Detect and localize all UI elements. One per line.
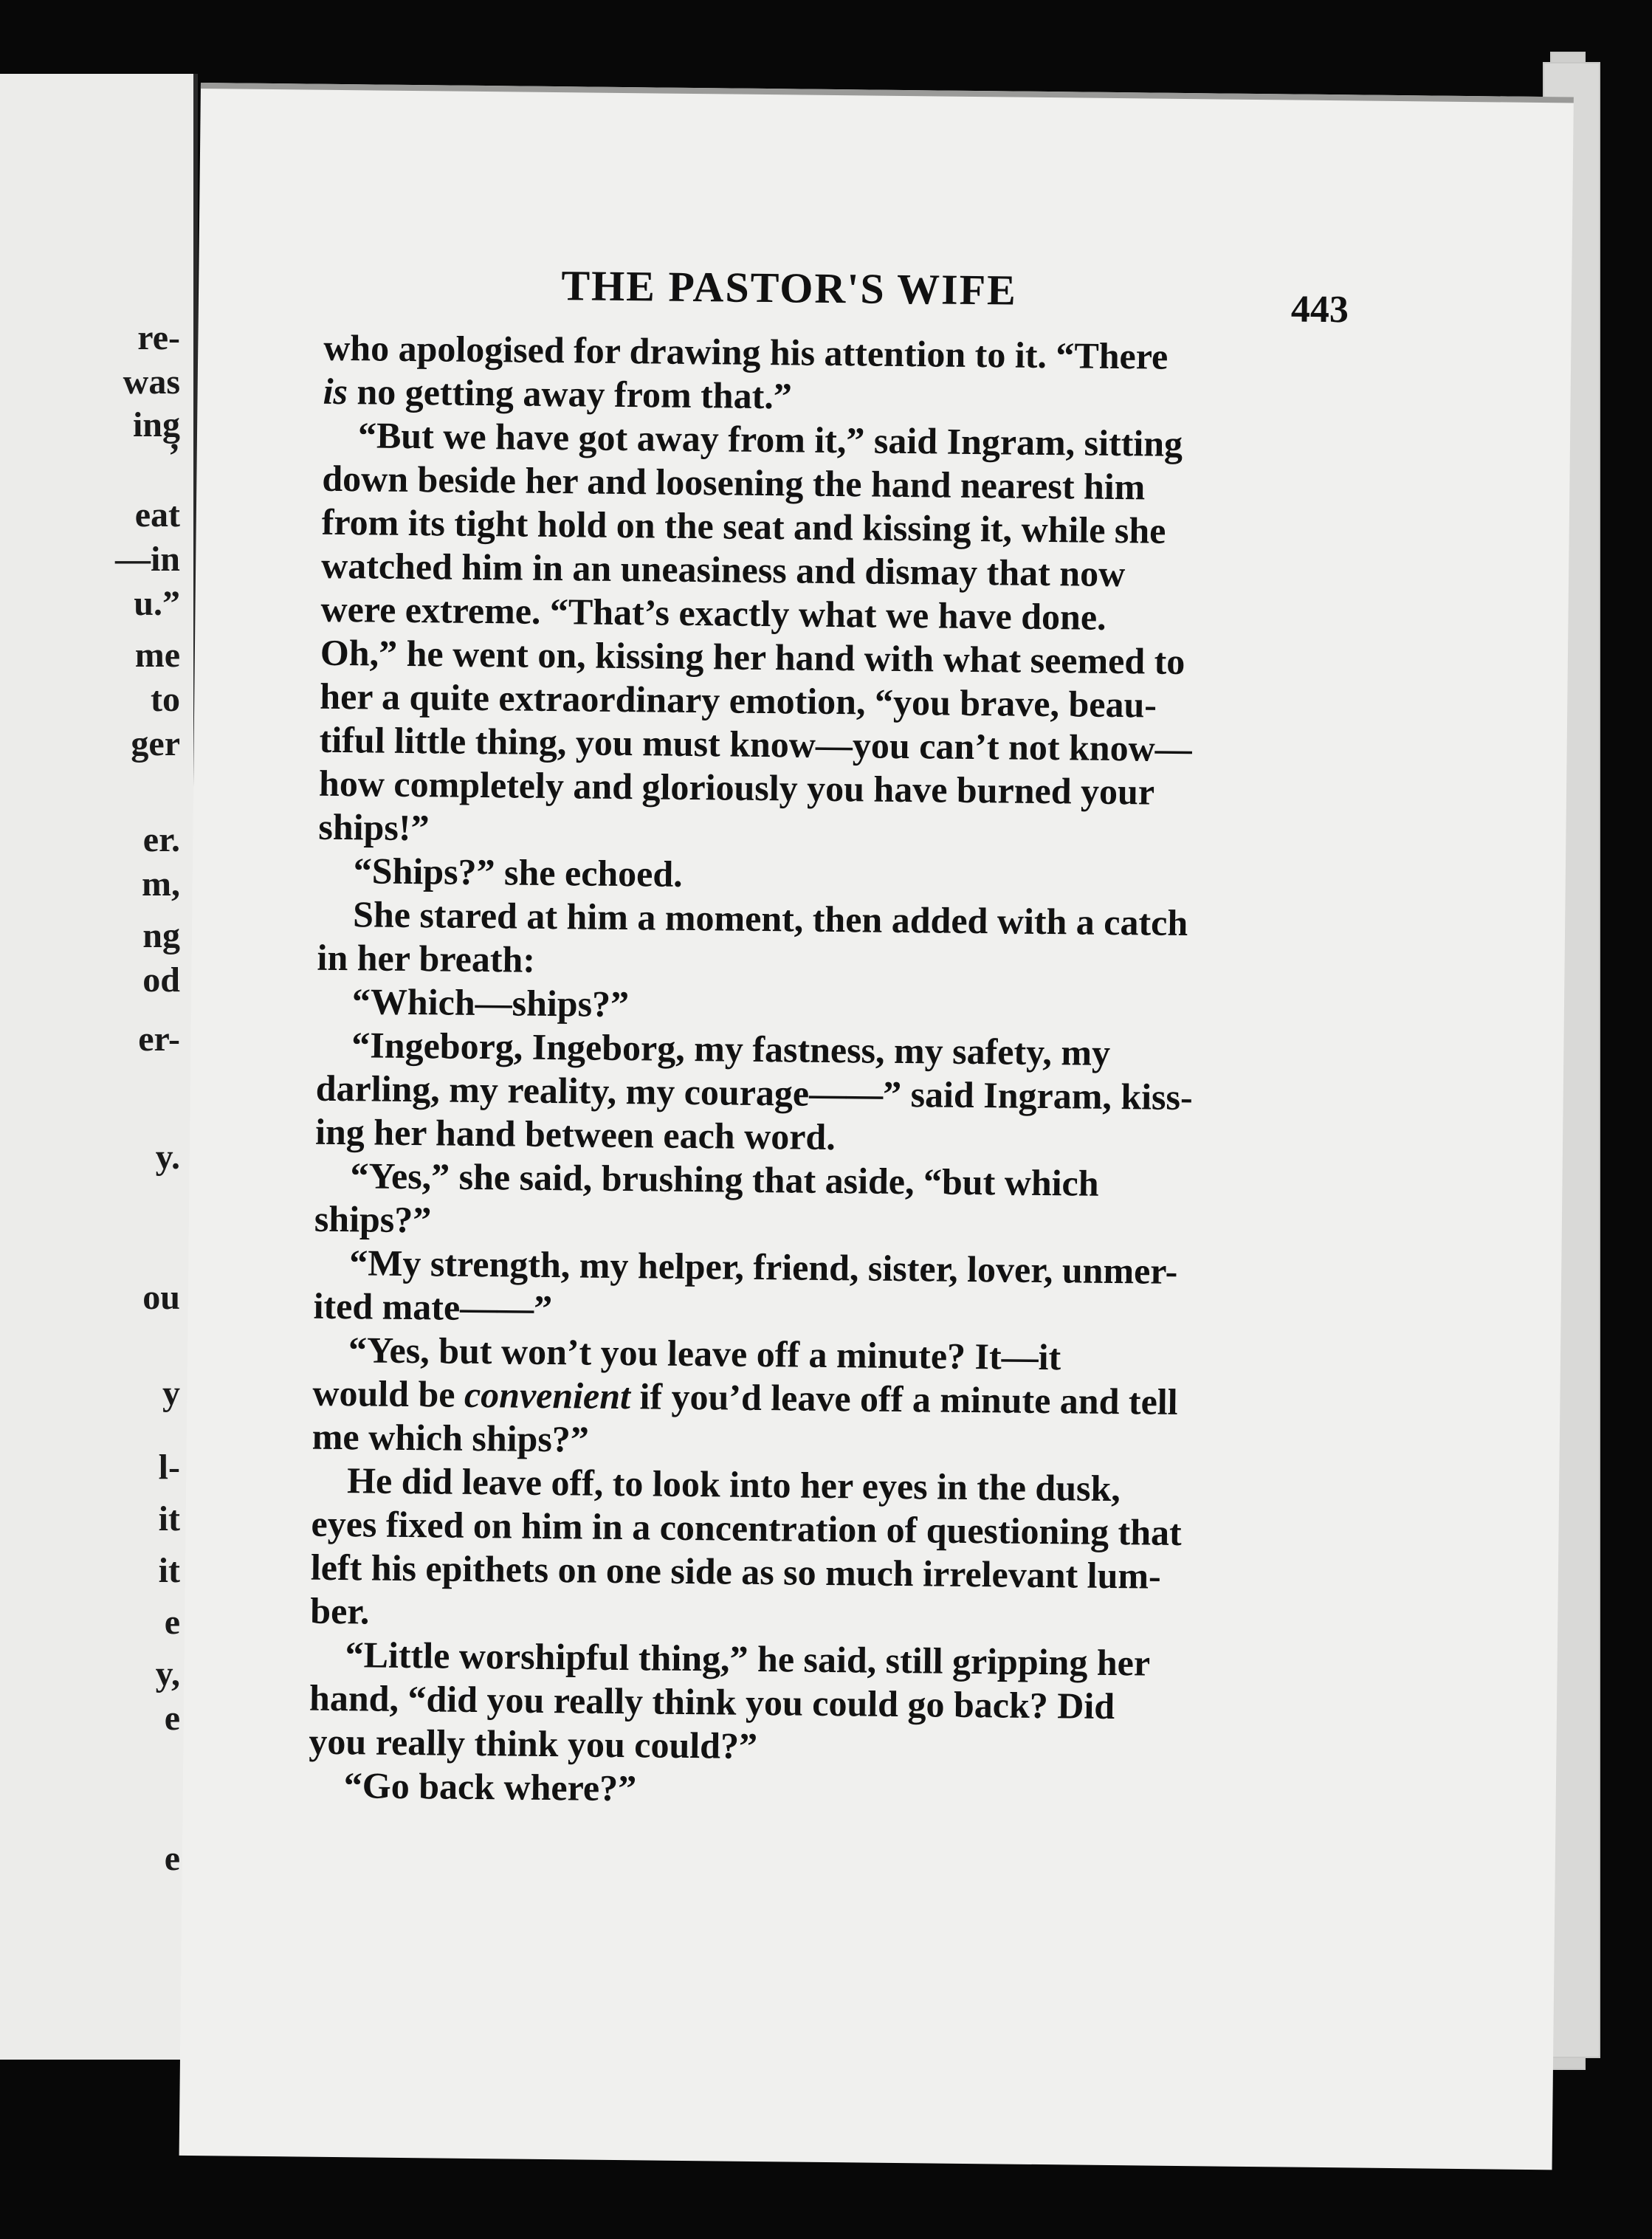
text-line: from its tight hold on the seat and kissing it, while she: [321, 501, 1166, 551]
facing-page-line-fragment: e: [164, 1839, 180, 1878]
text-line: you really think you could?”: [309, 1720, 758, 1767]
facing-page-line-fragment: ng: [142, 916, 180, 955]
page-number: 443: [1290, 288, 1349, 331]
text-line: She stared at him a moment, then added with a catch: [352, 893, 1188, 944]
facing-page-line-fragment: re-: [137, 318, 180, 357]
running-title: THE PASTOR'S WIFE: [561, 261, 1018, 314]
facing-page-line-fragment: er-: [138, 1019, 180, 1059]
facing-page-line-fragment: e: [164, 1603, 180, 1642]
text-line: eyes fixed on him in a concentration of questioning that: [311, 1502, 1183, 1554]
facing-page-line-fragment: y.: [155, 1138, 180, 1177]
facing-page-line-fragment: l-: [158, 1448, 180, 1487]
text-line: “Ships?” she echoed.: [353, 850, 684, 895]
text-line: her a quite extraordinary emotion, “you brave, beau-: [320, 675, 1157, 726]
text-line: darling, my reality, my courage——” said Ingram, kiss-: [315, 1067, 1193, 1118]
facing-page-line-fragment: y: [162, 1374, 180, 1413]
body-text: [309, 326, 1361, 1818]
facing-page-line-fragment: u.”: [134, 584, 180, 623]
facing-page-line-fragment: me: [134, 636, 180, 675]
text-line: in her breath:: [317, 936, 536, 980]
text-line: “Go back where?”: [343, 1764, 637, 1809]
text-line: ing her hand between each word.: [314, 1110, 836, 1158]
text-line: were extreme. “That’s exactly what we have done.: [320, 588, 1107, 638]
paragraph: [313, 1241, 1351, 1339]
text-line: ships!”: [318, 805, 430, 849]
facing-page-line-fragment: was: [123, 362, 180, 402]
text-line: “My strength, my helper, friend, sister, lover, unmer-: [348, 1242, 1178, 1292]
book-page: [179, 83, 1574, 2170]
facing-page-line-fragment: ing: [132, 405, 180, 444]
text-line: “Yes,” she said, brushing that aside, “but which: [350, 1155, 1099, 1204]
text-line: “Yes, but won’t you leave off a minute? It—it: [348, 1329, 1061, 1378]
facing-page-line-fragment: m,: [142, 864, 180, 904]
text-line: who apologised for drawing his attention to it. “There: [323, 326, 1169, 377]
text-line: how completely and gloriously you have burned your: [318, 762, 1155, 813]
text-line: is no getting away from that.”: [323, 370, 793, 417]
text-line: He did leave off, to look into her eyes in the dusk,: [346, 1459, 1121, 1510]
facing-page-line-fragment: it: [158, 1551, 180, 1590]
text-line: “Ingeborg, Ingeborg, my fastness, my safety, my: [351, 1024, 1111, 1073]
facing-page-line-fragment: od: [142, 960, 180, 1000]
text-line: down beside her and loosening the hand nearest him: [322, 457, 1146, 508]
facing-page-line-fragment: er.: [142, 820, 180, 859]
paragraph: [314, 1154, 1352, 1252]
paragraph: [323, 326, 1360, 424]
facing-page-fragment: [0, 74, 198, 2060]
paragraph: [312, 1328, 1350, 1470]
paragraph: [309, 1633, 1347, 1775]
text-line: me which ships?”: [312, 1415, 590, 1460]
facing-page-line-fragment: ou: [142, 1278, 180, 1317]
facing-page-line-fragment: to: [151, 680, 180, 719]
facing-page-line-fragment: it: [158, 1499, 180, 1538]
paragraph: [317, 892, 1355, 991]
text-line: watched him in an uneasiness and dismay that now: [320, 544, 1126, 595]
text-line: “Little worshipful thing,” he said, still gripping her: [345, 1634, 1151, 1684]
paragraph: [310, 1459, 1349, 1644]
text-line: “Which—ships?”: [351, 980, 630, 1025]
facing-page-line-fragment: eat: [134, 495, 180, 534]
text-line: hand, “did you really think you could go back? Did: [309, 1676, 1115, 1727]
facing-page-line-fragment: ger: [131, 724, 180, 763]
text-line: “But we have got away from it,” said Ingram, sitting: [357, 414, 1183, 464]
text-line: left his epithets on one side as so much irrelevant lum-: [310, 1546, 1162, 1597]
facing-page-line-fragment: ’: [168, 436, 180, 475]
text-line: would be convenient if you’d leave off a minute and tell: [312, 1372, 1178, 1423]
text-line: tiful little thing, you must know—you can’t not know—: [319, 718, 1193, 770]
text-line: ited mate——”: [313, 1284, 553, 1330]
paragraph: [318, 413, 1360, 860]
facing-page-line-fragment: y,: [155, 1654, 180, 1693]
text-line: ships?”: [314, 1197, 432, 1241]
facing-page-line-fragment: —in: [114, 540, 180, 579]
text-line: ber.: [310, 1589, 370, 1632]
paragraph: [315, 1023, 1354, 1165]
text-line: Oh,” he went on, kissing her hand with what seemed to: [320, 631, 1185, 683]
facing-page-line-fragment: e: [164, 1699, 180, 1738]
